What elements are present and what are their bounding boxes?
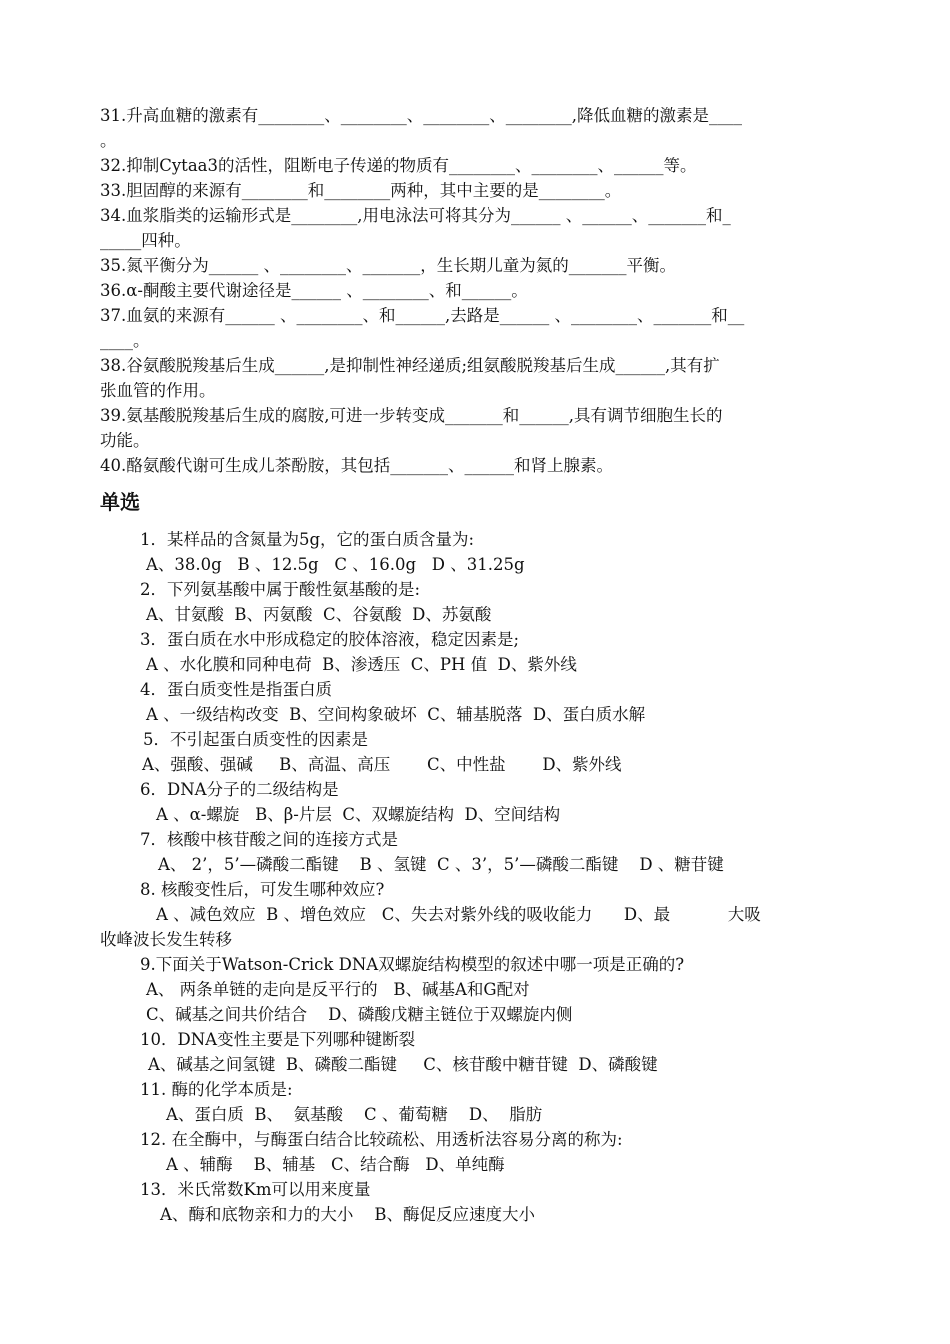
question-33: 33.胆固醇的来源有________和________两种，其中主要的是________。	[100, 181, 622, 200]
mc-options-1: A、38.0g B 、12.5g C 、16.0g D 、31.25g	[146, 555, 525, 574]
mc-options-10: A、碱基之间氢键 B、磷酸二酯键 C、核苷酸中糖苷键 D、磷酸键	[148, 1055, 658, 1074]
mc-options-4: A 、一级结构改变 B、空间构象破坏 C、辅基脱落 D、蛋白质水解	[146, 705, 646, 724]
mc-options-3: A 、水化膜和同种电荷 B、渗透压 C、PH 值 D、紫外线	[146, 655, 577, 674]
mc-options-9-line-2: C、碱基之间共价结合 D、磷酸戊糖主链位于双螺旋内侧	[146, 1005, 573, 1024]
section-title: 单选	[100, 490, 140, 514]
mc-question-7: 7．核酸中核苷酸之间的连接方式是	[140, 830, 398, 849]
mc-options-5: A、强酸、强碱 B、高温、高压 C、中性盐 D、紫外线	[142, 755, 622, 774]
mc-options-13: A、酶和底物亲和力的大小 B、酶促反应速度大小	[160, 1205, 536, 1224]
mc-question-4: 4．蛋白质变性是指蛋白质	[140, 680, 332, 699]
question-39-line-1: 39.氨基酸脱羧基后生成的腐胺,可进一步转变成_______和______,具有调节细胞生长的	[100, 406, 723, 425]
mc-question-10: 10．DNA变性主要是下列哪种键断裂	[140, 1030, 416, 1049]
mc-question-5: 5．不引起蛋白质变性的因素是	[143, 730, 368, 749]
mc-options-7: A、 2’，5’—磷酸二酯键 B 、氢键 C 、3’，5’—磷酸二酯键 D 、糖苷键	[158, 855, 724, 874]
question-36: 36.α-酮酸主要代谢途径是______ 、________、和______。	[100, 281, 528, 300]
mc-options-8-line-2: 收峰波长发生转移	[100, 930, 232, 949]
question-31-line-2: 。	[100, 131, 117, 150]
question-32: 32.抑制Cytaa3的活性，阻断电子传递的物质有________、________、______等。	[100, 156, 697, 175]
mc-question-8: 8. 核酸变性后，可发生哪种效应?	[140, 880, 385, 899]
mc-question-3: 3．蛋白质在水中形成稳定的胶体溶液，稳定因素是;	[140, 630, 520, 649]
mc-options-8-line-1: A 、减色效应 B 、增色效应 C、失去对紫外线的吸收能力 D、最 大吸	[156, 905, 761, 924]
mc-options-9-line-1: A、 两条单链的走向是反平行的 B、碱基A和G配对	[146, 980, 530, 999]
mc-options-11: A、蛋白质 B、 氨基酸 C 、葡萄糖 D、 脂肪	[166, 1105, 543, 1124]
mc-question-11: 11. 酶的化学本质是:	[140, 1080, 293, 1099]
mc-question-12: 12. 在全酶中，与酶蛋白结合比较疏松、用透析法容易分离的称为:	[140, 1130, 623, 1149]
mc-question-13: 13．米氏常数Km可以用来度量	[140, 1180, 371, 1199]
mc-options-6: A 、α-螺旋 B、β-片层 C、双螺旋结构 D、空间结构	[156, 805, 561, 824]
question-39-line-2: 功能。	[100, 431, 150, 450]
question-35: 35.氮平衡分为______ 、________、_______，生长期儿童为氮的_______平衡。	[100, 256, 676, 275]
question-37-line-1: 37.血氨的来源有______ 、________、和______,去路是______ 、________、_______和__	[100, 306, 745, 325]
mc-question-9: 9.下面关于Watson-Crick DNA双螺旋结构模型的叙述中哪一项是正确的?	[140, 955, 685, 974]
question-37-line-2: ____。	[100, 331, 150, 350]
question-34-line-2: _____四种。	[100, 231, 191, 250]
mc-options-12: A 、辅酶 B、辅基 C、结合酶 D、单纯酶	[166, 1155, 505, 1174]
question-34-line-1: 34.血浆脂类的运输形式是________,用电泳法可将其分为______ 、______、_______和_	[100, 206, 731, 225]
mc-question-2: 2．下列氨基酸中属于酸性氨基酸的是:	[140, 580, 421, 599]
question-38-line-2: 张血管的作用。	[100, 381, 216, 400]
question-38-line-1: 38.谷氨酸脱羧基后生成______,是抑制性神经递质;组氨酸脱羧基后生成______,其有扩	[100, 356, 720, 375]
question-31-line-1: 31.升高血糖的激素有________、________、________、________,降低血糖的激素是____	[100, 106, 742, 125]
question-40: 40.酪氨酸代谢可生成儿茶酚胺，其包括_______、______和肾上腺素。	[100, 456, 613, 475]
mc-question-6: 6．DNA分子的二级结构是	[140, 780, 339, 799]
mc-options-2: A、甘氨酸 B、丙氨酸 C、谷氨酸 D、苏氨酸	[146, 605, 492, 624]
mc-question-1: 1．某样品的含氮量为5g，它的蛋白质含量为:	[140, 530, 475, 549]
